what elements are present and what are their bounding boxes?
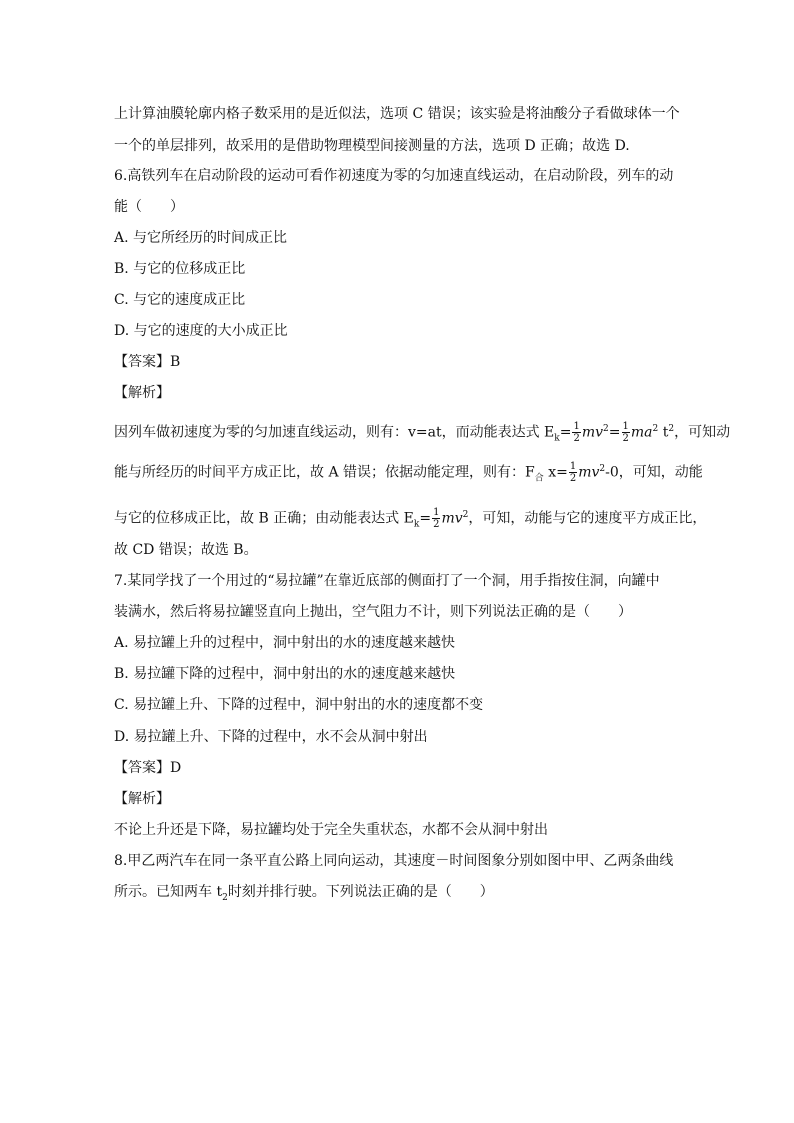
intro-line-2: 一个的单层排列，故采用的是借助物理模型间接测量的方法，选项 D 正确；故选 D. [114, 138, 630, 154]
q8-stem-line-2 [114, 882, 494, 908]
half-fraction: $\frac{1}{2}$ [573, 421, 580, 445]
half-fraction-4: $\frac{1}{2}$ [433, 507, 440, 531]
q7-stem-line-2: 装满水，然后将易拉罐竖直向上抛出，空气阻力不计，则下列说法正确的是（ ） [114, 604, 632, 620]
half-fraction-3: $\frac{1}{2}$ [569, 461, 577, 485]
q6-analysis-label: 【解析】 [114, 385, 170, 401]
q6-explanation-line-1: 因列车做初速度为零的匀加速直线运动，则有：v=at，而动能表达式 $E_k=$ $\frac{1}{2}$ $mv^2=$ $\frac{1}{2}$ $ma^2$ $t^2$，可知动 [114, 421, 731, 445]
exp1-text: 因列车做初速度为零的匀加速直线运动，则有：v=at，而动能表达式 E [114, 424, 555, 441]
q7-option-c: C. 易拉罐上升、下降的过程中，洞中射出的水的速度都不变 [114, 697, 484, 713]
q7-analysis-label: 【解析】 [114, 791, 170, 807]
exp1-tail: ，可知动 [674, 424, 731, 441]
q7-option-a: A. 易拉罐上升的过程中，洞中射出的水的速度越来越快 [114, 635, 456, 651]
q6-explanation-line-3: 与它的位移成正比，故 B 正确；由动能表达式 $E_k=$ $\frac{1}{2}$ $mv^2$，可知，动能与它的速度平方成正比， [114, 507, 707, 531]
q6-stem-line-1: 6.高铁列车在启动阶段的运动可看作初速度为零的匀加速直线运动，在启动阶段，列车的动 [114, 168, 674, 184]
q6-stem-line-2: 能（ ） [114, 199, 184, 215]
k-sub: k [554, 433, 560, 444]
exp2-x: x= [543, 464, 568, 481]
mv-term-2: mv [578, 464, 600, 481]
q6-option-c: C. 与它的速度成正比 [114, 292, 246, 308]
q6-answer: 【答案】B [114, 354, 181, 370]
exp3-tail: ，可知，动能与它的速度平方成正比， [468, 510, 707, 527]
mv-term: mv [581, 424, 604, 441]
k-sub-2: k [413, 519, 420, 530]
ma-term: ma [630, 424, 653, 441]
q8-stem-line-1: 8.甲乙两汽车在同一条平直公路上同向运动，其速度－时间图象分别如图中甲、乙两条曲线 [114, 853, 674, 869]
q6-explanation-line-2: 能与所经历的时间平方成正比，故 A 错误；依据动能定理，则有：$F_合$ x= $\frac{1}{2}$ $mv^2-0$，可知，动能 [114, 461, 703, 485]
eq-sign-3: = [419, 510, 432, 527]
q6-explanation-line-4: 故 CD 错误；故选 B。 [114, 542, 258, 558]
eq-sign-2: = [608, 424, 621, 441]
q7-explanation: 不论上升还是下降，易拉罐均处于完全失重状态，水都不会从洞中射出 [114, 822, 548, 838]
q8-stem-tail: 时刻并排行驶。下列说法正确的是（ ） [227, 884, 494, 900]
mv-term-3: mv [441, 510, 463, 527]
half-fraction-2: $\frac{1}{2}$ [622, 421, 629, 445]
q6-option-a: A. 与它所经历的时间成正比 [114, 230, 288, 246]
q7-option-b: B. 易拉罐下降的过程中，洞中射出的水的速度越来越快 [114, 666, 456, 682]
q7-stem-line-1: 7.某同学找了一个用过的“易拉罐”在靠近底部的侧面打了一个洞，用手指按住洞，向罐中 [114, 573, 660, 589]
q6-option-b: B. 与它的位移成正比 [114, 261, 246, 277]
exp3-text: 与它的位移成正比，故 B 正确；由动能表达式 E [114, 510, 414, 527]
exp2-tail: -0，可知，动能 [605, 464, 703, 481]
intro-line-1: 上计算油膜轮廓内格子数采用的是近似法，选项 C 错误；该实验是将油酸分子看做球体一个 [114, 106, 680, 122]
q7-option-d: D. 易拉罐上升、下降的过程中，水不会从洞中射出 [114, 729, 428, 745]
t2-sub: 2 [222, 892, 228, 903]
q7-answer: 【答案】D [114, 760, 182, 776]
t-term: t [662, 424, 669, 441]
eq-sign: = [559, 424, 572, 441]
q8-stem-text: 所示。已知两车 t [114, 884, 223, 900]
q6-option-d: D. 与它的速度的大小成正比 [114, 323, 288, 339]
exp2-text: 能与所经历的时间平方成正比，故 A 错误；依据动能定理，则有：F [114, 464, 535, 481]
he-sub: 合 [534, 473, 544, 484]
